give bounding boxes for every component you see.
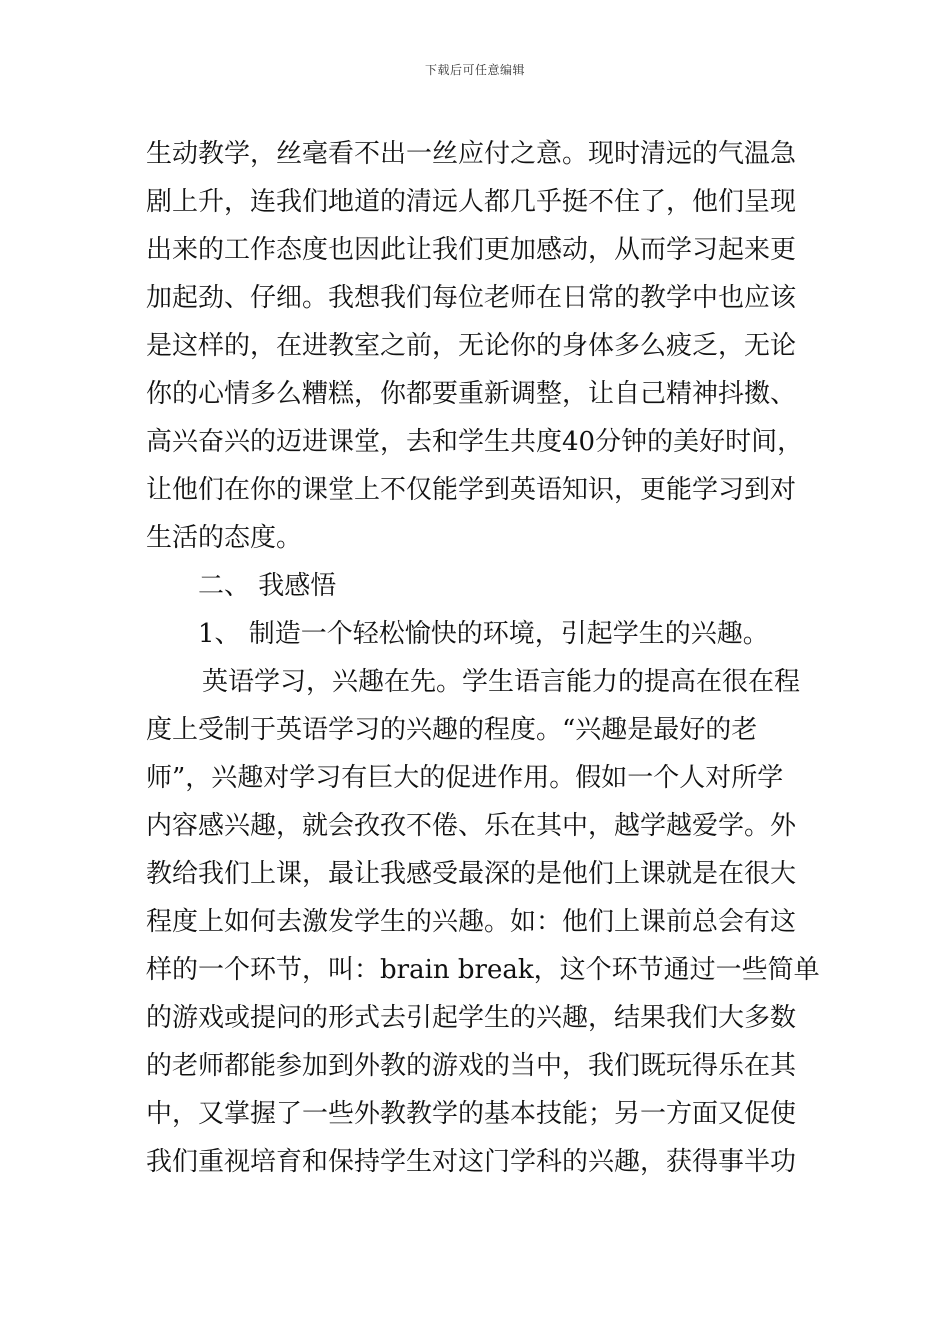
text-line: 让他们在你的课堂上不仅能学到英语知识，更能学习到对	[146, 475, 797, 505]
section-heading: 二、 我感悟	[198, 571, 337, 601]
text-line: 样的一个环节，叫：brain break，这个环节通过一些简单	[146, 955, 820, 985]
text-line: 内容感兴趣，就会孜孜不倦、乐在其中，越学越爱学。外	[146, 811, 797, 841]
document-body	[146, 130, 820, 1186]
text-line: 中，又掌握了一些外教教学的基本技能；另一方面又促使	[146, 1099, 797, 1129]
text-line: 的老师都能参加到外教的游戏的当中，我们既玩得乐在其	[146, 1051, 797, 1081]
text-line: 高兴奋兴的迈进课堂，去和学生共度40分钟的美好时间，	[146, 427, 804, 457]
paragraph-first-line: 英语学习，兴趣在先。学生语言能力的提高在很在程	[202, 667, 801, 697]
page-header: 下载后可任意编辑	[424, 63, 525, 77]
text-line: 度上受制于英语学习的兴趣的程度。“兴趣是最好的老	[146, 715, 758, 745]
text-line: 师”，兴趣对学习有巨大的促进作用。假如一个人对所学	[146, 763, 784, 793]
text-line: 剧上升，连我们地道的清远人都几乎挺不住了，他们呈现	[146, 187, 797, 217]
text-line: 加起劲、仔细。我想我们每位老师在日常的教学中也应该	[146, 283, 797, 313]
text-line: 我们重视培育和保持学生对这门学科的兴趣，获得事半功	[146, 1147, 797, 1177]
text-line: 你的心情多么糟糕，你都要重新调整，让自己精神抖擞、	[146, 379, 797, 409]
text-line: 生活的态度。	[146, 523, 303, 553]
text-line: 生动教学，丝毫看不出一丝应付之意。现时清远的气温急	[146, 139, 797, 169]
text-line: 出来的工作态度也因此让我们更加感动，从而学习起来更	[146, 235, 797, 265]
text-line: 程度上如何去激发学生的兴趣。如：他们上课前总会有这	[146, 907, 797, 937]
subsection-heading: 1、 制造一个轻松愉快的环境，引起学生的兴趣。	[198, 619, 769, 649]
text-line: 教给我们上课，最让我感受最深的是他们上课就是在很大	[146, 859, 797, 889]
text-line: 的游戏或提问的形式去引起学生的兴趣，结果我们大多数	[146, 1003, 797, 1033]
text-line: 是这样的，在进教室之前，无论你的身体多么疲乏，无论	[146, 331, 797, 361]
